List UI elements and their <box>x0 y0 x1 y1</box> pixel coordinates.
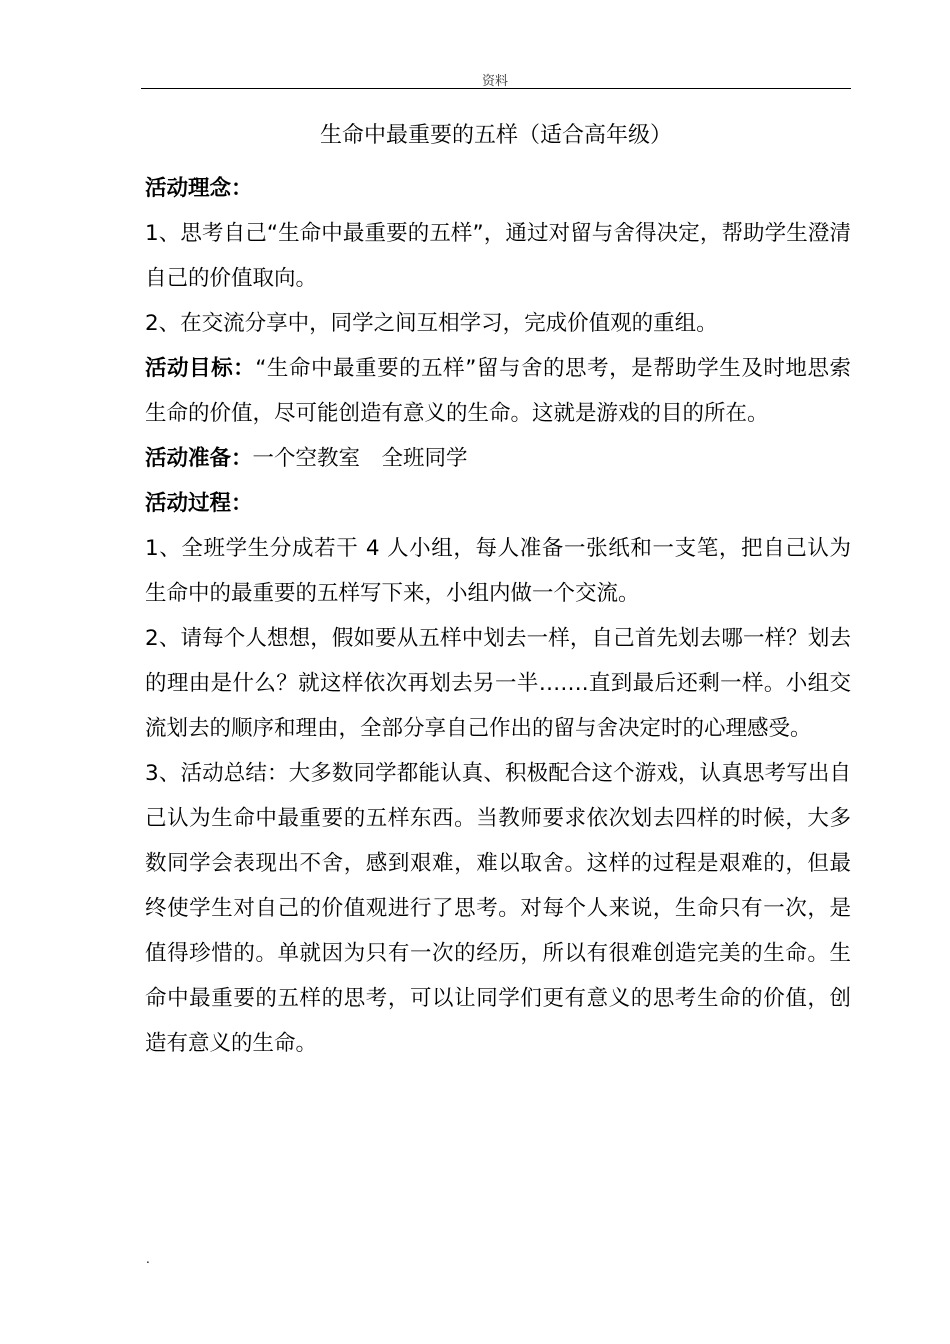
header-divider <box>141 88 851 89</box>
process-paragraph-3: 3、活动总结：大多数同学都能认真、积极配合这个游戏，认真思考写出自己认为生命中最重要的五样东西。当教师要求依次划去四样的时候，大多数同学会表现出不舍，感到艰难，难以取舍。这样的过程是艰难的，但最终使学生对自己的价值观进行了思考。对每个人来说，生命只有一次，是值得珍惜的。单就因为只有一次的经历，所以有很难创造完美的生命。生命中最重要的五样的思考，可以让同学们更有意义的思考生命的价值，创造有意义的生命。 <box>145 761 851 1056</box>
goal-text: “生命中最重要的五样”留与舍的思考，是帮助学生及时地思索生命的价值，尽可能创造有意义的生命。这就是游戏的目的所在。 <box>145 356 851 426</box>
concept-paragraph-2: 2、在交流分享中，同学之间互相学习，完成价值观的重组。 <box>145 311 718 336</box>
document-body <box>145 166 851 1066</box>
prep-text: 一个空教室 全班同学 <box>252 446 468 471</box>
process-paragraph-2: 2、请每个人想想，假如要从五样中划去一样，自己首先划去哪一样？划去的理由是什么？就这样依次再划去另一半…….直到最后还剩一样。小组交流划去的顺序和理由，全部分享自己作出的留与舍决定时的心理感受。 <box>145 626 851 741</box>
document-title: 生命中最重要的五样（适合高年级） <box>319 123 672 148</box>
process-heading: 活动过程： <box>145 491 253 516</box>
process-paragraph-1: 1、全班学生分成若干 4 人小组，每人准备一张纸和一支笔，把自己认为生命中的最重要的五样写下来，小组内做一个交流。 <box>145 536 851 606</box>
footer-mark: . <box>146 1252 150 1266</box>
prep-paragraph <box>145 436 851 481</box>
goal-heading: 活动目标： <box>145 356 256 381</box>
page-header-label: 资料 <box>481 74 508 89</box>
concept-paragraph-1: 1、思考自己“生命中最重要的五样”，通过对留与舍得决定，帮助学生澄清自己的价值取向。 <box>145 221 851 291</box>
concept-heading: 活动理念： <box>145 176 253 201</box>
goal-paragraph <box>145 346 851 436</box>
prep-heading: 活动准备： <box>145 446 253 471</box>
